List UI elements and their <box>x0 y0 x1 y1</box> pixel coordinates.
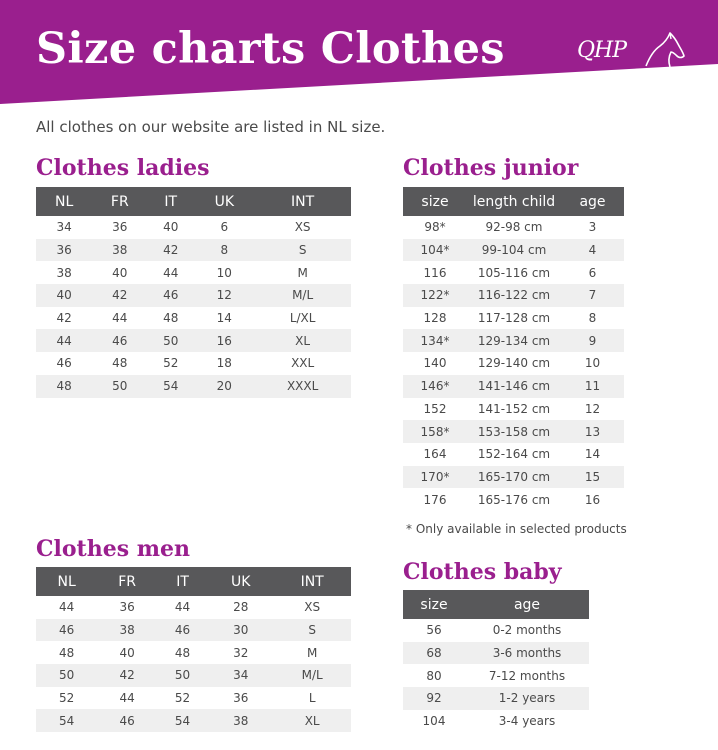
table-cell: 176 <box>423 492 447 507</box>
junior-column-header: age <box>561 187 624 216</box>
table-row <box>403 420 624 443</box>
table-row <box>36 709 351 732</box>
junior-footnote: * Only available in selected products <box>406 522 627 536</box>
table-row <box>403 284 624 307</box>
men-column-header: NL <box>36 567 97 596</box>
table-cell: 15 <box>561 466 624 489</box>
table-cell: 153-158 cm <box>467 420 561 443</box>
table-cell: 46 <box>157 619 208 642</box>
table-row <box>403 443 624 466</box>
table-cell: 6 <box>220 220 229 235</box>
table-cell: 116-122 cm <box>467 284 561 307</box>
table-cell: 44 <box>163 265 179 280</box>
table-cell: 165-176 cm <box>477 492 551 507</box>
table-cell: 52 <box>163 356 179 371</box>
horse-head-icon <box>640 30 686 70</box>
men-header-row <box>36 567 351 596</box>
table-row <box>403 466 624 489</box>
table-cell: 116 <box>423 265 447 280</box>
table-cell: 42 <box>92 284 147 307</box>
table-cell: 48 <box>163 311 179 326</box>
men-title: Clothes men <box>36 536 191 562</box>
table-cell: 34 <box>56 220 72 235</box>
table-cell: XS <box>294 220 311 235</box>
men-column-header: FR <box>97 567 157 596</box>
page-title: Size charts Clothes <box>36 24 505 74</box>
table-cell: 141-152 cm <box>477 401 551 416</box>
table-cell: M <box>306 645 318 660</box>
table-row <box>403 619 589 642</box>
table-cell: 36 <box>119 600 135 615</box>
table-cell: 38 <box>56 265 72 280</box>
table-row <box>36 284 351 307</box>
table-cell: 28 <box>233 600 249 615</box>
table-cell: 11 <box>561 375 624 398</box>
table-row <box>403 239 624 262</box>
table-cell: 8 <box>588 311 597 326</box>
table-cell: 54 <box>36 709 97 732</box>
table-cell: 6 <box>588 265 597 280</box>
table-row <box>403 216 624 239</box>
junior-title: Clothes junior <box>403 155 579 181</box>
table-cell: 10 <box>584 356 601 371</box>
table-cell: 16 <box>584 492 601 507</box>
table-cell: M/L <box>254 284 351 307</box>
table-cell: L/XL <box>289 311 316 326</box>
table-cell: 152 <box>423 401 447 416</box>
table-cell: 3-4 years <box>498 714 556 729</box>
table-cell: XL <box>273 709 351 732</box>
baby-column-header: size <box>403 590 465 619</box>
table-cell: 16 <box>194 329 254 352</box>
table-cell: 20 <box>194 375 254 398</box>
table-cell: 129-134 cm <box>467 329 561 352</box>
table-cell: 44 <box>59 600 75 615</box>
ladies-header-row <box>36 187 351 216</box>
table-cell: 92-98 cm <box>485 220 543 235</box>
junior-size-table <box>403 187 624 511</box>
table-cell: 122* <box>403 284 467 307</box>
table-cell: 14 <box>584 447 601 462</box>
table-row <box>403 642 589 665</box>
table-cell: 42 <box>97 664 157 687</box>
table-row <box>36 261 351 284</box>
table-cell: 128 <box>423 311 447 326</box>
table-cell: 3 <box>588 220 597 235</box>
table-cell: 99-104 cm <box>467 239 561 262</box>
table-cell: 38 <box>92 239 147 262</box>
table-cell: 50 <box>157 664 208 687</box>
table-cell: 34 <box>208 664 273 687</box>
junior-header-row <box>403 187 624 216</box>
table-cell: 48 <box>174 645 191 660</box>
table-row <box>403 687 589 710</box>
table-cell: 46 <box>56 356 72 371</box>
table-row <box>403 329 624 352</box>
table-cell: XL <box>254 329 351 352</box>
table-cell: 36 <box>112 220 128 235</box>
table-cell: 134* <box>403 329 467 352</box>
table-row <box>36 216 351 239</box>
table-row <box>403 664 589 687</box>
baby-header-row <box>403 590 589 619</box>
table-cell: 12 <box>194 284 254 307</box>
table-cell: 48 <box>112 356 128 371</box>
men-column-header: INT <box>273 567 351 596</box>
table-cell: 104 <box>422 714 446 729</box>
table-row <box>403 710 589 733</box>
ladies-title: Clothes ladies <box>36 155 210 181</box>
table-row <box>403 375 624 398</box>
table-cell: 50 <box>36 664 97 687</box>
baby-column-header: age <box>465 590 589 619</box>
table-row <box>403 398 624 421</box>
ladies-size-table <box>36 187 351 398</box>
table-cell: M/L <box>273 664 351 687</box>
table-cell: 42 <box>56 311 72 326</box>
table-cell: XXXL <box>254 375 351 398</box>
table-cell: M <box>297 265 308 280</box>
table-cell: 40 <box>119 645 135 660</box>
table-row <box>36 375 351 398</box>
table-cell: 44 <box>119 691 135 706</box>
table-cell: 18 <box>216 356 232 371</box>
table-cell: 92 <box>403 687 465 710</box>
table-cell: 117-128 cm <box>477 311 551 326</box>
junior-column-header: size <box>403 187 467 216</box>
table-cell: 36 <box>36 239 92 262</box>
table-row <box>36 329 351 352</box>
table-cell: 52 <box>174 691 191 706</box>
ladies-column-header: IT <box>147 187 194 216</box>
table-cell: 38 <box>97 619 157 642</box>
ladies-column-header: FR <box>92 187 147 216</box>
table-cell: 52 <box>59 691 75 706</box>
table-cell: 164 <box>423 447 447 462</box>
table-cell: XS <box>304 600 321 615</box>
table-cell: 4 <box>561 239 624 262</box>
table-cell: 146* <box>403 375 467 398</box>
table-cell: 158* <box>403 420 467 443</box>
table-cell: 48 <box>36 375 92 398</box>
table-row <box>403 261 624 284</box>
table-cell: 36 <box>233 691 249 706</box>
table-row <box>403 352 624 375</box>
table-cell: 98* <box>424 220 446 235</box>
table-cell: 3-6 months <box>465 642 589 665</box>
table-cell: 44 <box>174 600 191 615</box>
table-cell: 104* <box>403 239 467 262</box>
table-cell: 44 <box>112 311 128 326</box>
table-cell: 8 <box>194 239 254 262</box>
ladies-column-header: INT <box>254 187 351 216</box>
table-cell: L <box>308 691 316 706</box>
table-cell: XXL <box>291 356 315 371</box>
table-cell: 50 <box>92 375 147 398</box>
table-cell: 46 <box>147 284 194 307</box>
table-cell: 129-140 cm <box>477 356 551 371</box>
table-cell: 40 <box>163 220 179 235</box>
table-cell: 14 <box>216 311 232 326</box>
table-row <box>36 307 351 330</box>
table-cell: 9 <box>561 329 624 352</box>
table-cell: 140 <box>423 356 447 371</box>
table-cell: 54 <box>147 375 194 398</box>
table-cell: 50 <box>147 329 194 352</box>
intro-text: All clothes on our website are listed in NL size. <box>36 118 386 136</box>
table-cell: 54 <box>157 709 208 732</box>
table-cell: 80 <box>426 668 442 683</box>
table-cell: 38 <box>208 709 273 732</box>
table-cell: 7 <box>561 284 624 307</box>
table-cell: 0-2 months <box>492 623 562 638</box>
table-row <box>36 641 351 664</box>
table-row <box>36 239 351 262</box>
table-cell: 1-2 years <box>465 687 589 710</box>
junior-column-header: length child <box>467 187 561 216</box>
men-size-table <box>36 567 351 732</box>
table-cell: 40 <box>36 284 92 307</box>
table-cell: 56 <box>426 623 442 638</box>
table-cell: 48 <box>59 645 75 660</box>
table-cell: 105-116 cm <box>477 265 551 280</box>
ladies-column-header: NL <box>36 187 92 216</box>
table-row <box>36 352 351 375</box>
table-cell: S <box>273 619 351 642</box>
table-row <box>36 664 351 687</box>
table-cell: S <box>254 239 351 262</box>
table-row <box>403 488 624 511</box>
baby-size-table <box>403 590 589 732</box>
table-cell: 30 <box>208 619 273 642</box>
table-cell: 42 <box>147 239 194 262</box>
table-cell: 13 <box>561 420 624 443</box>
table-cell: 10 <box>216 265 232 280</box>
table-cell: 46 <box>92 329 147 352</box>
table-cell: 12 <box>584 401 601 416</box>
table-row <box>36 687 351 710</box>
table-cell: 32 <box>233 645 249 660</box>
baby-title: Clothes baby <box>403 559 562 585</box>
table-cell: 44 <box>36 329 92 352</box>
table-cell: 46 <box>36 619 97 642</box>
qhp-logo: QHP <box>577 38 627 63</box>
men-column-header: IT <box>157 567 208 596</box>
table-cell: 141-146 cm <box>467 375 561 398</box>
table-cell: 68 <box>403 642 465 665</box>
ladies-column-header: UK <box>194 187 254 216</box>
table-cell: 165-170 cm <box>467 466 561 489</box>
table-row <box>36 619 351 642</box>
table-row <box>403 307 624 330</box>
table-cell: 7-12 months <box>488 668 566 683</box>
table-row <box>36 596 351 619</box>
table-cell: 40 <box>112 265 128 280</box>
men-column-header: UK <box>208 567 273 596</box>
table-cell: 152-164 cm <box>477 447 551 462</box>
table-cell: 170* <box>403 466 467 489</box>
table-cell: 46 <box>97 709 157 732</box>
